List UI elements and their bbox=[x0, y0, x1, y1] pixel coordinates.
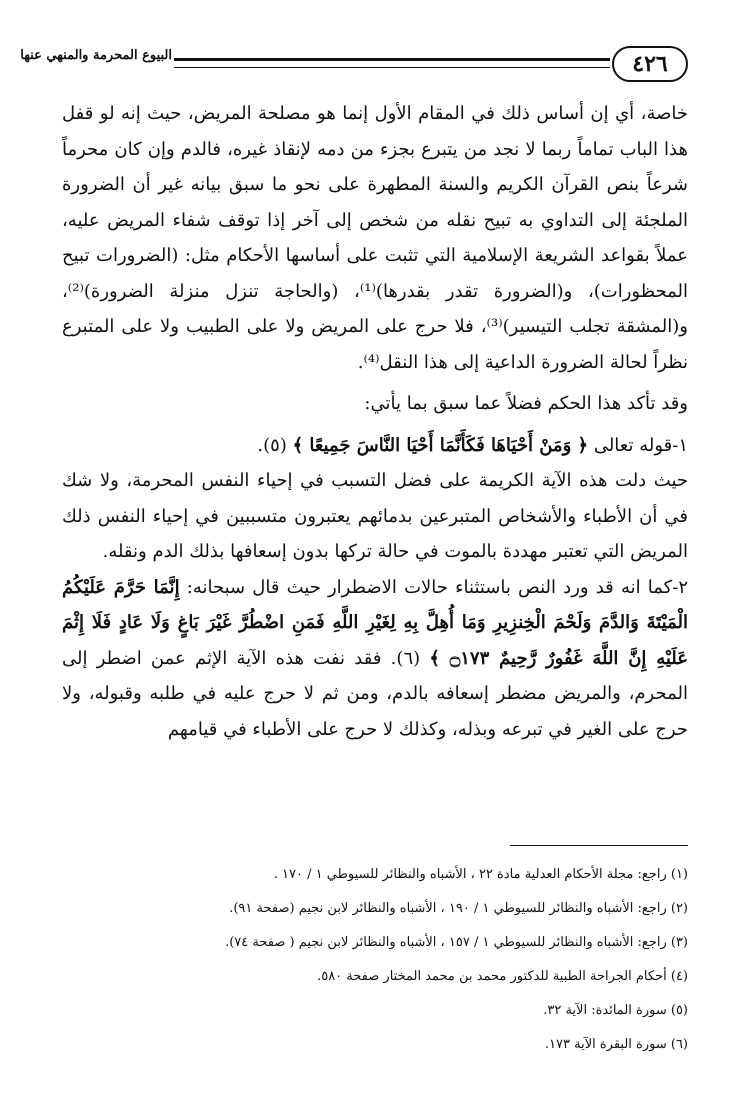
footnote-1: (١) راجع: مجلة الأحكام العدلية مادة ٢٢ ، الأشباه والنظائر للسيوطي ١ / ١٧٠ . bbox=[273, 867, 688, 882]
header-rule bbox=[174, 58, 610, 68]
item-2-prefix: ٢-كما انه قد ورد النص باستثناء حالات الاضطرار حيث قال سبحانه: bbox=[186, 576, 688, 598]
page-header bbox=[20, 44, 696, 82]
main-text bbox=[62, 96, 688, 747]
footnote-2: (٢) راجع: الأشباه والنظائر للسيوطي ١ / ١٩٠ ، الأشباه والنظائر لابن نجيم (صفحة ٩١). bbox=[229, 901, 688, 916]
item-1-prefix: ١-قوله تعالى bbox=[593, 434, 688, 456]
item-2-text: (٦). فقد نفت هذه الآية الإثم عمن اضطر إلى المحرم، والمريض مضطر إسعافه بالدم، ومن ثم لا حرج عليه في طلبه وقبوله، ولا حرج على الغير في تبرعه وبذله، وكذلك لا حرج على الأطباء في قيامهم bbox=[62, 647, 688, 740]
footnotes bbox=[62, 858, 688, 1062]
paragraph-1: خاصة، أي إن أساس ذلك في المقام الأول إنما هو مصلحة المريض، حيث إنه لو قفل هذا الباب تماماً ربما لا نجد من يتبرع بجزء من دمه لإنقاذ غيره، فالدم وإن كان محرماً شرعاً بنص القرآن الكريم والسنة المطهرة على نحو ما سبق بيانه غير أن الضرورة الملجئة إلى التداوي به تبيح نقله من شخص إلى آخر إذا توقف شفاء المريض عليه، عملاً بقواعد الشريعة الإسلامية التي تثبت على أساسها الأحكام مثل: (الضرورات تبيح المحظورات)، و(الضرورة تقدر بقدرها)⁽¹⁾، (والحاجة تنزل منزلة الضرورة)⁽²⁾، و(المشقة تجلب التيسير)⁽³⁾، فلا حرج على المريض ولا على الطبيب ولا على المتبرع نظراً لحالة الضرورة الداعية إلى هذا النقل⁽⁴⁾. bbox=[62, 103, 689, 373]
footnote-divider bbox=[510, 845, 688, 846]
paragraph-3 bbox=[62, 428, 688, 464]
page-number: ٤٢٦ bbox=[612, 46, 688, 82]
quran-verse-1: ﴿ وَمَنْ أَحْيَاهَا فَكَأَنَّمَا أَحْيَا النَّاسَ جَمِيعًا ﴾ bbox=[292, 434, 589, 456]
footnote-5: (٥) سورة المائدة: الآية ٣٢. bbox=[543, 1003, 688, 1018]
footnote-3: (٣) راجع: الأشباه والنظائر للسيوطي ١ / ١٥٧ ، الأشباه والنظائر لابن نجيم ( صفحة ٧٤). bbox=[225, 935, 688, 950]
footnote-6: (٦) سورة البقرة الآية ١٧٣. bbox=[544, 1037, 688, 1052]
quran-verse-1-ref: (٥). bbox=[257, 434, 287, 456]
running-title: البيوع المحرمة والمنهي عنها bbox=[20, 48, 172, 63]
paragraph-2: وقد تأكد هذا الحكم فضلاً عما سبق بما يأتي: bbox=[364, 393, 688, 414]
paragraph-5 bbox=[62, 570, 688, 748]
quran-verse-2: إِنَّمَا حَرَّمَ عَلَيْكُمُ الْمَيْتَةَ وَالدَّمَ وَلَحْمَ الْخِنزِيرِ وَمَا أُهِلَّ بِهِ لِغَيْرِ اللَّهِ فَمَنِ اضْطُرَّ غَيْرَ بَاغٍ وَلَا عَادٍ فَلَا إِثْمَ عَلَيْهِ إِنَّ اللَّهَ غَفُورٌ رَّحِيمٌ ۝١٧٣ ﴾ bbox=[62, 576, 688, 669]
paragraph-4: حيث دلت هذه الآية الكريمة على فضل التسبب في إحياء النفس المحرمة، ولا شك في أن الأطباء والأشخاص المتبرعين بدمائهم يعتبرون متسببين في إحياء النفس ذلك المريض التي تعتبر مهددة بالموت في حالة تركها بدون إسعافها بذلك الدم ونقله. bbox=[62, 470, 688, 562]
footnote-4: (٤) أحكام الجراحة الطبية للدكتور محمد بن محمد المختار صفحة ٥٨٠. bbox=[317, 969, 688, 984]
